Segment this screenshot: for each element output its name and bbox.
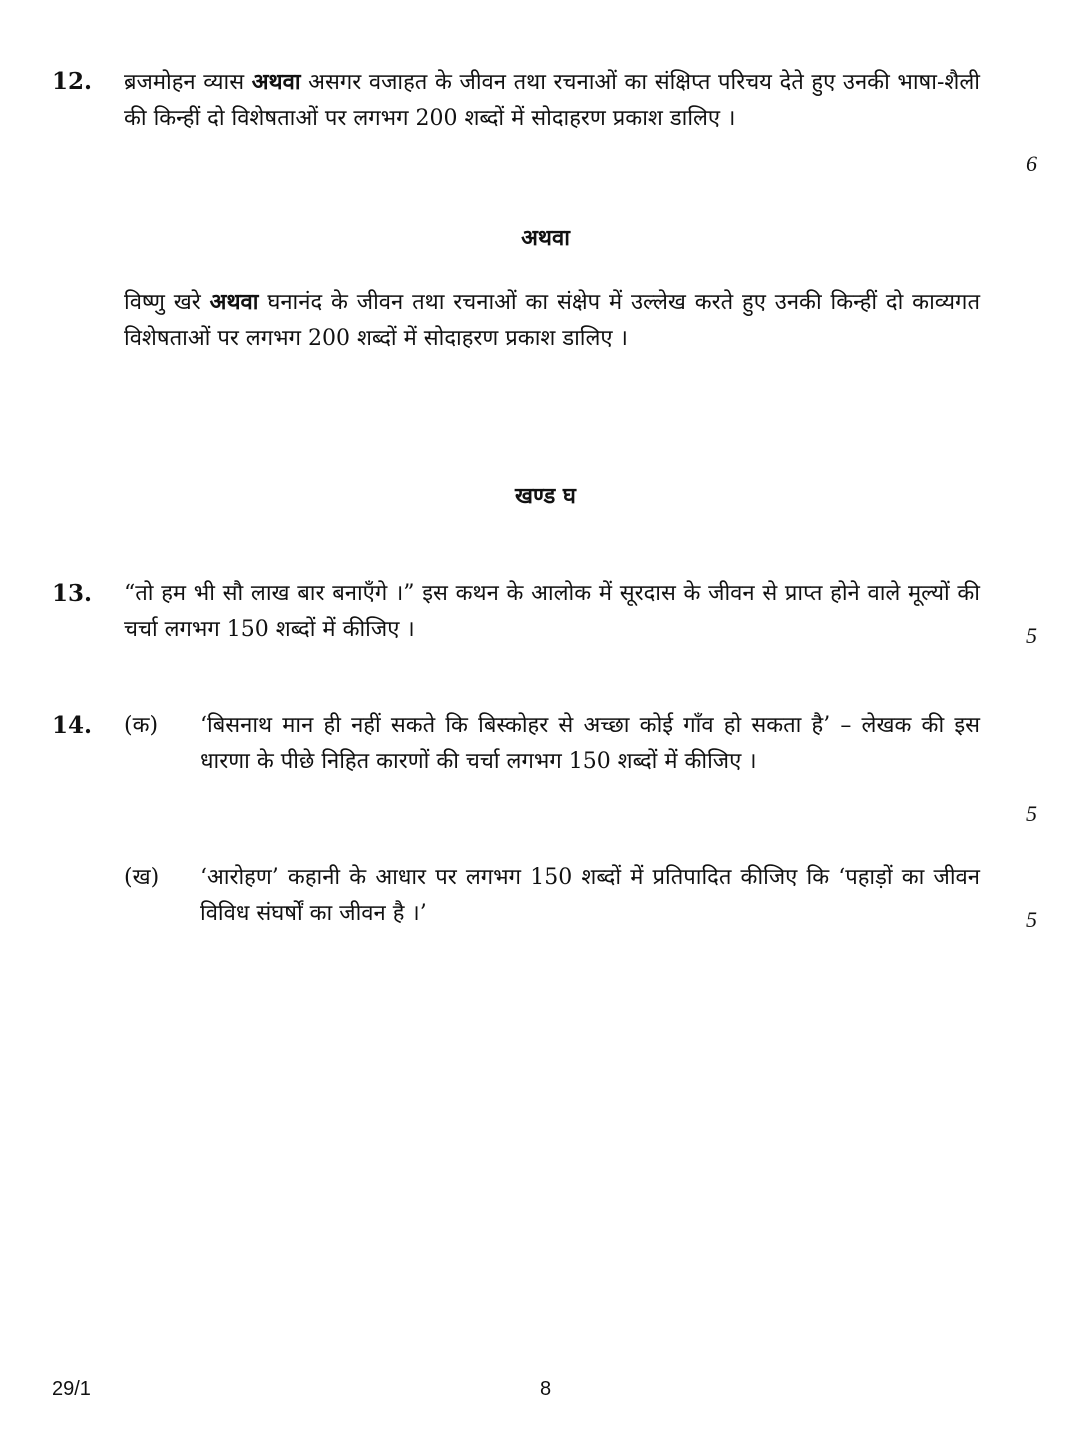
question-text-part: घनानंद के जीवन तथा रचनाओं का संक्षेप में उल्लेख करते हुए उनकी किन्हीं दो काव्यगत विशेषताओं पर लगभग 200 शब्दों में सोदाहरण प्रकाश डालिए । xyxy=(124,290,980,351)
or-heading: अथवा xyxy=(521,225,570,251)
question-14 xyxy=(52,708,1037,948)
paper-code: 29/1 xyxy=(52,1378,91,1400)
marks: 5 xyxy=(1026,907,1037,932)
sub-question-text: ‘आरोहण’ कहानी के आधार पर लगभग 150 शब्दों में प्रतिपादित कीजिए कि ‘पहाड़ों का जीवन विविध संघर्षों का जीवन है ।’ xyxy=(200,865,980,926)
question-number: 12. xyxy=(52,68,93,95)
question-13 xyxy=(52,576,1037,656)
page-number: 8 xyxy=(539,1378,552,1400)
marks: 5 xyxy=(1026,623,1037,648)
question-number: 13. xyxy=(52,580,93,607)
sub-question-label: (क) xyxy=(124,713,159,738)
question-text-part: असगर वजाहत के जीवन तथा रचनाओं का संक्षिप्त परिचय देते हुए उनकी भाषा-शैली की किन्हीं दो विशेषताओं पर लगभग 200 शब्दों में सोदाहरण प्रकाश डालिए । xyxy=(124,70,980,131)
question-text xyxy=(124,64,980,137)
question-number: 14. xyxy=(52,712,93,739)
marks: 6 xyxy=(1026,151,1037,176)
question-text-part: ब्रजमोहन व्यास xyxy=(124,70,252,95)
alternative-question-text xyxy=(124,284,980,357)
question-12 xyxy=(52,64,1037,184)
question-text-part: विष्णु खरे xyxy=(124,290,210,315)
marks: 5 xyxy=(1026,801,1037,826)
question-text: “तो हम भी सौ लाख बार बनाएँगे ।” इस कथन के आलोक में सूरदास के जीवन से प्राप्त होने वाले मूल्यों की चर्चा लगभग 150 शब्दों में कीजिए । xyxy=(124,581,980,642)
section-heading: खण्ड घ xyxy=(515,483,576,509)
sub-question-label: (ख) xyxy=(124,865,160,890)
question-text-bold: अथवा xyxy=(209,289,259,315)
question-text-bold: अथवा xyxy=(251,69,301,95)
sub-question-text: ‘बिसनाथ मान ही नहीं सकते कि बिस्कोहर से अच्छा कोई गाँव हो सकता है’ – लेखक की इस धारणा के पीछे निहित कारणों की चर्चा लगभग 150 शब्दों में कीजिए । xyxy=(200,713,980,774)
